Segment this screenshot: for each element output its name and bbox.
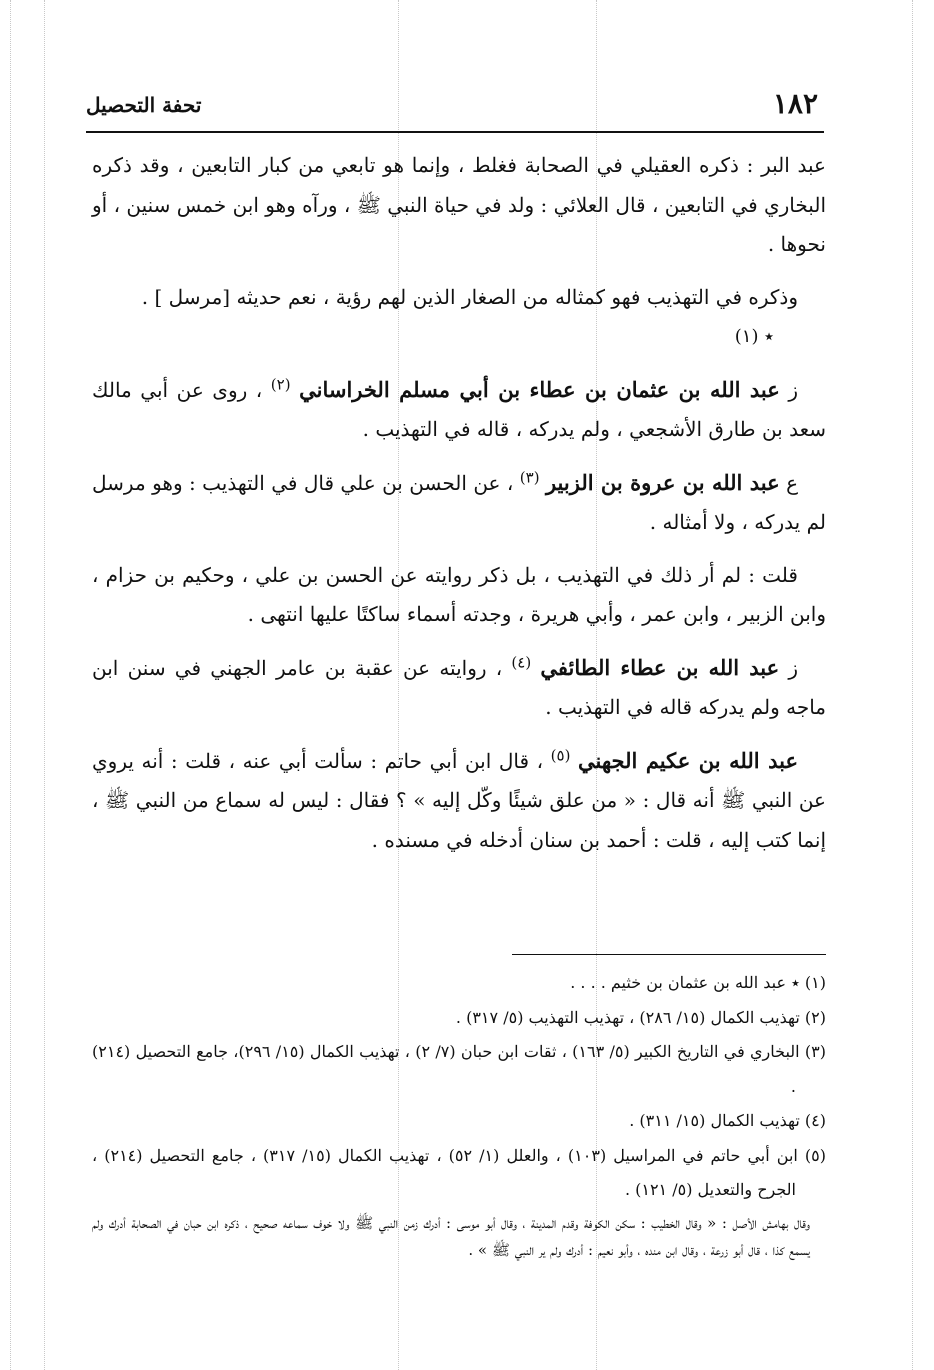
footnote: (٣) البخاري في التاريخ الكبير (٥/ ١٦٣) ، ثقات ابن حبان (٧/ ٢) ، تهذيب الكمال (١٥/ ٢٩٦)، جامع التحصيل (٢١٤) .	[92, 1042, 826, 1096]
header-rule	[86, 131, 824, 133]
entry-text: ، عن الحسن بن علي قال في التهذيب : وهو مرسل لم يدركه ، ولا أمثاله .	[92, 470, 826, 534]
note-marker-line: ٭ (١)	[734, 326, 774, 347]
entry-name: عبد الله بن عكيم الجهني	[578, 747, 798, 773]
entry-abdullah-ibn-urwa	[92, 463, 826, 543]
footnote: (١) ٭ عبد الله بن عثمان بن خثيم . . . .	[570, 973, 826, 992]
footnote-rule	[512, 954, 826, 955]
entry-text: ، روايته عن عقبة بن عامر الجهني في سنن ابن ماجه ولم يدركه قاله في التهذيب .	[92, 655, 826, 719]
entry-abdullah-ibn-uthman	[92, 370, 826, 450]
entry-abdullah-ibn-ukaym	[92, 741, 826, 861]
entry-abdullah-ibn-ata	[92, 648, 826, 728]
paragraph: وذكره في التهذيب فهو كمثاله من الصغار الذين لهم رؤية ، نعم حديثه [مرسل ] .	[141, 284, 798, 309]
entry-prefix: ز	[779, 377, 799, 402]
footnote-ref: (٣)	[519, 467, 540, 486]
paragraph: عبد البر : ذكره العقيلي في الصحابة فغلط ، وإنما هو تابعي من كبار التابعين ، وقد ذكره البخاري في التابعين ، قال العلائي : ولد في حياة النبي ﷺ ، ورآه وهو ابن خمس سنين ، أو نحوها .	[92, 153, 826, 256]
footnotes	[92, 966, 826, 1264]
page-number: ١٨٢	[772, 87, 818, 120]
page-header	[86, 82, 822, 130]
entry-name: عبد الله بن عروة بن الزبير	[545, 469, 780, 495]
footnote-margin-note: وقال بهامش الأصل : « وقال الخطيب : سكن الكوفة وقدم المدينة ، وقال أبو موسى : أدرك زمن النبي ﷺ ولا خوف سماعه صحيح ، ذكره ابن حبان في الصحابة أدرك ولم يسمع كذا ، قال أبو زرعة ، وقال ابن منده ، وأبو نعيم : أدرك ولم ير النبي ﷺ » .	[92, 1213, 810, 1259]
footnote: (٤) تهذيب الكمال (١٥/ ٣١١) .	[629, 1111, 826, 1130]
scan-artifact-line	[10, 0, 11, 1370]
paragraph: قلت : لم أر ذلك في التهذيب ، بل ذكر روايته عن الحسن بن علي ، وحكيم بن حزام ، وابن الزبير ، وابن عمر ، وأبي هريرة ، وجدته أسماء ساكتًا عليها انتهى .	[92, 562, 826, 626]
scan-artifact-line	[912, 0, 913, 1370]
footnote: (٥) ابن أبي حاتم في المراسيل (١٠٣) ، والعلل (١/ ٥٢) ، تهذيب الكمال (١٥/ ٣١٧) ، جامع التحصيل (٢١٤) ، الجرح والتعديل (٥/ ١٢١) .	[92, 1145, 826, 1199]
footnote-ref: (٥)	[550, 745, 571, 764]
entry-name: عبد الله بن عثمان بن عطاء بن أبي مسلم الخراساني	[299, 376, 780, 402]
entry-name: عبد الله بن عطاء الطائفي	[540, 654, 780, 680]
entry-text: ، روى عن أبي مالك سعد بن طارق الأشجعي ، ولم يدركه ، قاله في التهذيب .	[92, 377, 826, 441]
footnote-ref: (٢)	[270, 374, 291, 393]
entry-text: ، قال ابن أبي حاتم : سألت أبي عنه ، قلت : أنه يروي عن النبي ﷺ أنه قال : « من علق شيئًا وكّل إليه » ؟ فقال : ليس له سماع من النبي ﷺ ، إنما كتب إليه ، قلت : أحمد بن سنان أدخله في مسنده .	[92, 748, 826, 852]
entry-prefix: ع	[779, 470, 799, 495]
running-title: تحفة التحصيل	[86, 93, 202, 117]
main-text	[92, 146, 826, 860]
entry-prefix: ز	[779, 655, 798, 680]
scan-artifact-line	[44, 0, 45, 1370]
footnote: (٢) تهذيب الكمال (١٥/ ٢٨٦) ، تهذيب التهذيب (٥/ ٣١٧) .	[455, 1007, 826, 1027]
footnote-ref: (٤)	[511, 652, 532, 671]
